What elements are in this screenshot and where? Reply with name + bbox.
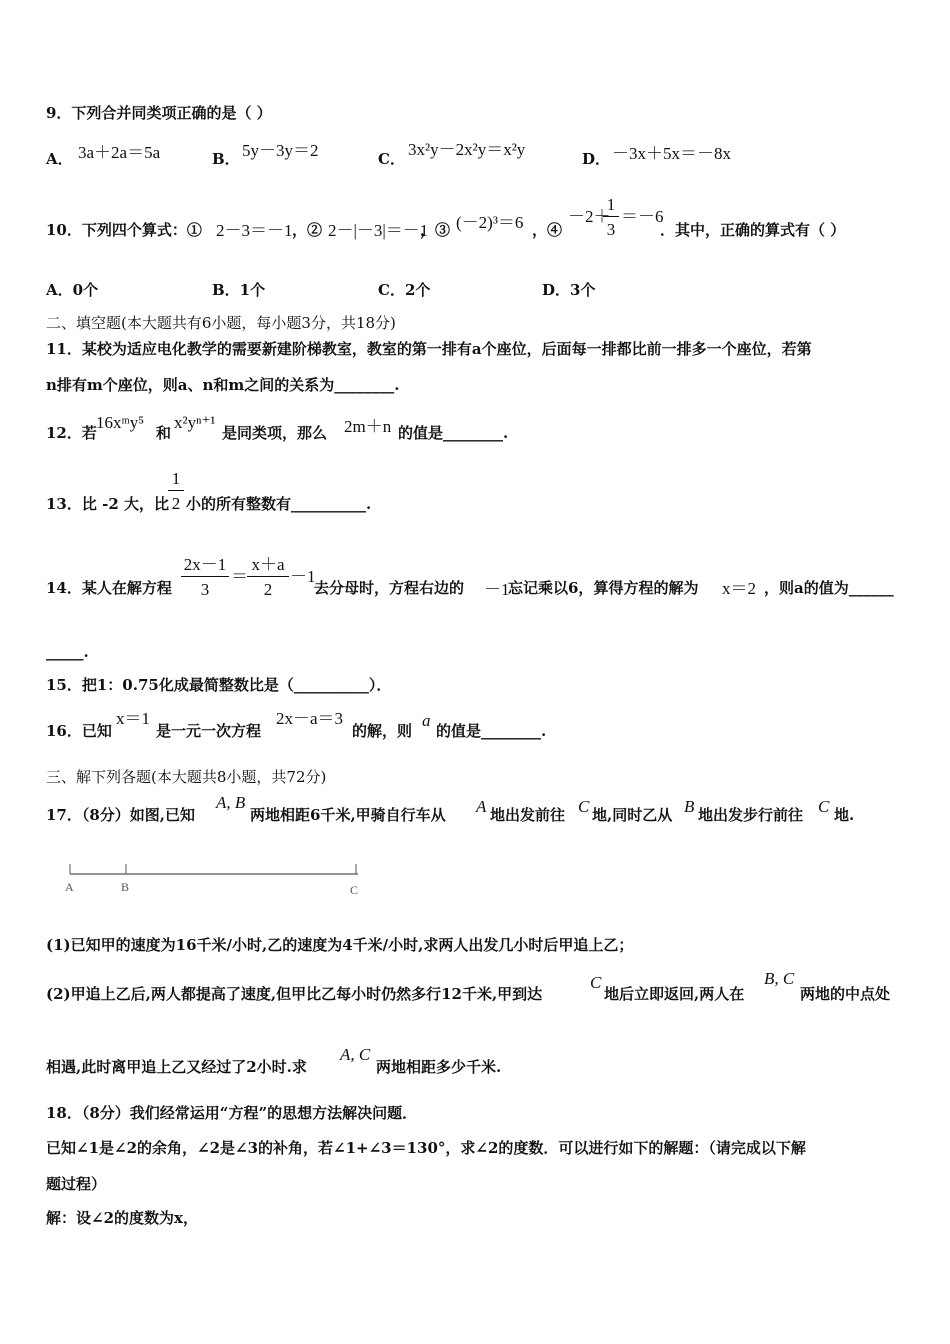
section-3-heading: 三、解下列各题(本大题共8小题，共72分) [46,768,327,786]
q12-prefix: 12．若 [46,424,97,442]
q18-line-1: 18．（8分）我们经常运用“方程”的思想方法解决问题． [46,1104,418,1122]
q17-a: A [476,797,487,816]
q10-sep-3: ，④ [532,221,563,239]
q17-mid-3: 地,同时乙从 [592,806,673,824]
q9-option-b-expr: 5y－3y＝2 [242,141,319,160]
q17-b: B [684,797,695,816]
q17-mid-2: 地出发前往 [490,806,566,824]
q14-minus-one: －1 [290,567,316,586]
q10-expr-4-fraction [603,196,619,238]
q17-mid-4: 地出发步行前往 [698,806,804,824]
q17-part-2-a: (2)甲追上乙后,两人都提高了速度,但甲比乙每小时仍然多行12千米,甲到达 [46,985,543,1003]
point-label-c: C [350,883,359,897]
q12-term-1: 16xᵐy⁵ [96,413,145,432]
q13-fraction-den: 2 [171,494,181,513]
q14-minus-one-inline: －1 [484,580,510,599]
q17-part-2-line-2: 相遇,此时离甲追上乙又经过了2小时.求 [46,1058,307,1076]
q14-suffix: ，则a的值为______ [764,579,894,597]
q10-fraction-den: 3 [606,220,616,239]
point-label-a: A [65,880,74,894]
q17-c2: C [818,797,830,816]
q10-tail: ．其中，正确的算式有（ ） [660,221,846,239]
q10-sep-1: ，② [292,221,323,239]
q15: 15．把1：0.75化成最简整数比是（__________）． [46,676,392,694]
fraction-bar [168,490,184,491]
q17-part-2-b: 地后立即返回,两人在 [604,985,745,1003]
q12-suffix: 的值是________. [398,424,509,442]
q9-option-d-expr: －3x＋5x＝－8x [612,144,731,163]
q10-expr-2: 2－|－3|＝－1 [328,221,429,240]
q17-part-2-c-text: 两地的中点处 [800,985,891,1003]
q9-option-a-label: A． [46,150,73,168]
q17-prefix: 17．（8分）如图,已知 [46,806,196,824]
q16-expr-1: x＝1 [116,709,150,728]
q12-mid: 是同类项，那么 [222,424,328,442]
q10-fraction-num: 1 [606,195,616,214]
q12-expr: 2m＋n [344,417,392,436]
fraction-bar [181,576,229,577]
q17-part-2-ac: A, C [340,1045,371,1064]
point-label-b: B [121,880,130,894]
q14-equals: ＝ [231,567,248,586]
q17-suffix: 地. [834,806,855,824]
q10-expr-3: (－2)³＝6 [456,213,524,232]
q9-option-b-label: B． [212,150,240,168]
q13-prefix: 13．比 -2 大，比 [46,495,169,513]
q10-sep-2: ，③ [420,221,451,239]
q12-term-2: x²yⁿ⁺¹ [174,413,216,432]
q10-expr-4-right: ＝－6 [621,207,664,226]
q11-line-1: 11．某校为适应电化教学的需要新建阶梯教室，教室的第一排有a个座位，后面每一排都比前一排多一个座位，若第 [46,340,812,358]
q17-part-2-line-2-end: 两地相距多少千米. [376,1058,502,1076]
q9-option-d-label: D． [582,150,611,168]
q18-line-3: 题过程） [46,1175,107,1193]
q12-and: 和 [156,424,172,442]
q16-expr-2: 2x－a＝3 [276,709,344,728]
q17-line-figure [60,860,380,900]
q13-fraction [168,470,184,512]
q9-option-a-expr: 3a＋2a＝5a [78,143,161,162]
q14-prefix: 14．某人在解方程 [46,579,172,597]
q14-line-2: _____. [46,643,89,661]
fraction-bar [603,216,619,217]
q17-ab: A, B [216,793,246,812]
section-2-heading: 二、填空题(本大题共有6小题，每小题3分，共18分) [46,314,396,332]
q10-stem: 10．下列四个算式：① [46,221,202,239]
q10-option-c: C．2个 [378,281,431,299]
q17-c: C [578,797,590,816]
q14-right-den: 2 [263,580,273,599]
q18-line-2: 已知∠1是∠2的余角，∠2是∠3的补角，若∠1+∠3＝130°，求∠2的度数．可以进行如下的解题：（请完成以下解 [46,1139,806,1157]
q17-part-1: (1)已知甲的速度为16千米/小时,乙的速度为4千米/小时,求两人出发几小时后甲追上乙； [46,936,634,954]
q16-var: a [422,711,431,730]
q17-part-2-c: C [590,973,602,992]
q14-mid-1: 去分母时，方程右边的 [314,579,465,597]
q10-option-a: A．0个 [46,281,99,299]
q14-solution: x＝2 [722,579,756,598]
q14-left-fraction [181,556,229,598]
q18-line-4: 解：设∠2的度数为x， [46,1209,198,1227]
q10-option-b: B．1个 [212,281,266,299]
q13-fraction-num: 1 [171,469,181,488]
fraction-bar [247,576,289,577]
q17-part-2-bc: B, C [764,969,795,988]
q14-left-num: 2x－1 [183,555,227,574]
q9-stem: 9．下列合并同类项正确的是（ ） [46,104,272,122]
q14-left-den: 3 [200,580,210,599]
q13-suffix: 小的所有整数有__________. [186,495,372,513]
q10-option-d: D．3个 [542,281,596,299]
q16-suffix: 的值是________. [436,722,547,740]
q14-right-fraction [247,556,289,598]
q17-mid-1: 两地相距6千米,甲骑自行车从 [250,806,446,824]
q9-option-c-label: C． [378,150,405,168]
q11-line-2: n排有m个座位，则a、n和m之间的关系为________. [46,376,400,394]
q16-mid-1: 是一元一次方程 [156,722,262,740]
q14-right-num: x＋a [251,555,285,574]
q10-expr-1: 2－3＝－1 [216,221,293,240]
q16-mid-2: 的解，则 [352,722,413,740]
q9-option-c-expr: 3x²y－2x²y＝x²y [408,140,526,159]
q14-mid-2: 忘记乘以6，算得方程的解为 [508,579,699,597]
q10-expr-4-left: －2＋ [568,207,611,226]
q16-prefix: 16．已知 [46,722,112,740]
